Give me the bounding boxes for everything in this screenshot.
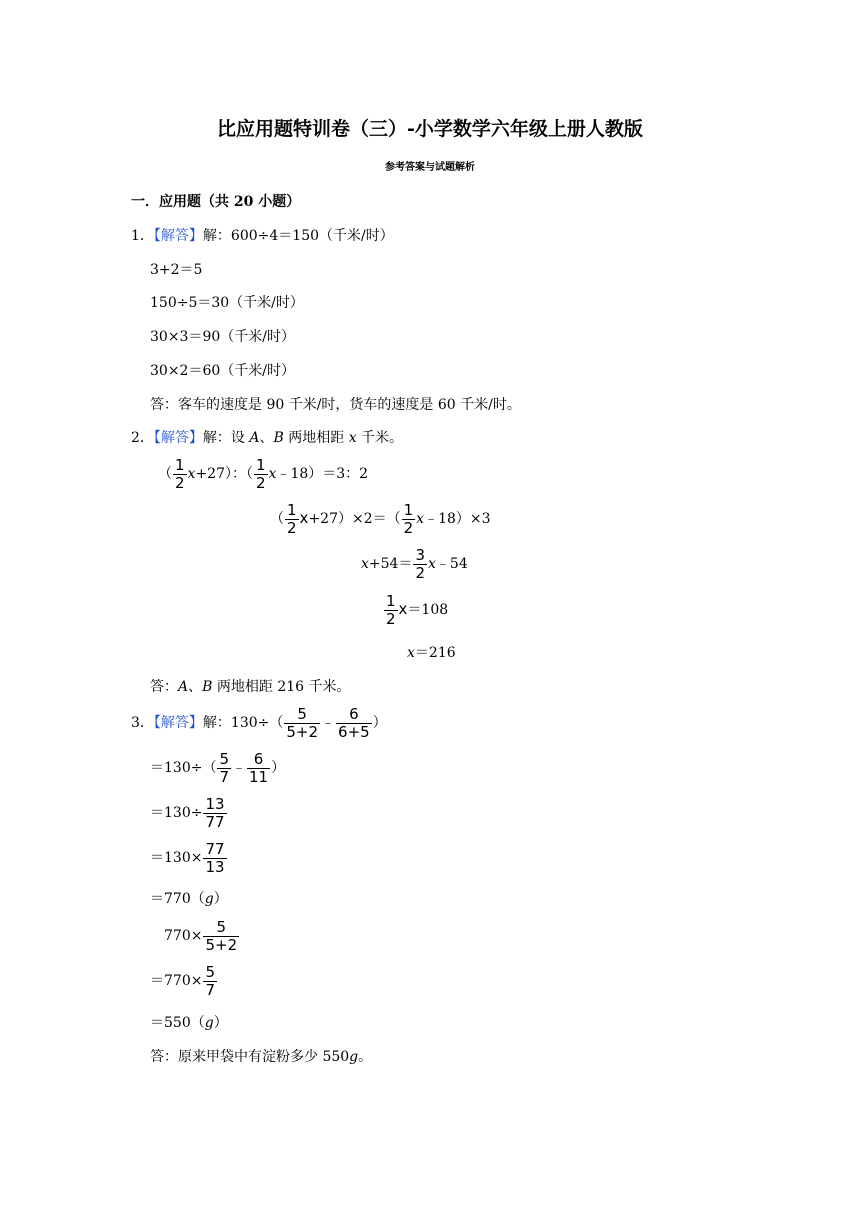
eq-text: ＝770× <box>150 973 203 989</box>
q1-step-4: 30×2＝60（千米/时） <box>150 363 295 379</box>
frac-den: 11 <box>249 767 269 786</box>
eq-var: x <box>187 466 196 482</box>
q1-number: 1． <box>131 228 154 244</box>
eq-var: x <box>416 511 425 527</box>
fraction <box>284 706 320 741</box>
eq-var: x <box>428 556 436 572</box>
frac-den: 6+5 <box>338 722 370 741</box>
q2-var-x: x <box>348 430 357 446</box>
q3-answer <box>150 1047 372 1067</box>
fraction <box>413 547 427 582</box>
frac-den: 2 <box>175 473 185 492</box>
frac-den: 2 <box>386 609 396 628</box>
q3-line-4 <box>150 840 228 876</box>
q1-step-1: 3+2＝5 <box>150 262 203 278</box>
frac-den: 2 <box>403 518 414 537</box>
eq-text: +27）：（ <box>195 466 253 482</box>
fraction <box>336 706 372 741</box>
eq-text: ） <box>213 891 228 907</box>
frac-num: 1 <box>287 500 297 519</box>
section-heading: 一．应用题（共 20 小题） <box>131 194 301 210</box>
eq-text: ﹣ <box>321 715 336 731</box>
answer-var: B <box>202 679 213 695</box>
eq-text: +27）×2＝（ <box>308 511 401 527</box>
fraction <box>203 919 239 954</box>
frac-num: 1 <box>403 500 414 519</box>
frac-num: 5 <box>216 917 227 936</box>
eq-text: （ <box>158 466 172 482</box>
page-subtitle: 参考答案与试题解析 <box>385 162 475 173</box>
q2-answer-tag: 【解答】 <box>153 430 203 446</box>
frac-den: 5+2 <box>286 722 319 741</box>
q2-intro-line <box>131 428 403 448</box>
q2-equation-2 <box>270 500 491 537</box>
answer-text: 答： <box>150 679 178 695</box>
q3-line-7 <box>150 963 218 999</box>
eq-var: x <box>407 645 415 661</box>
fraction <box>384 593 398 628</box>
q1-intro: 解：600÷4＝150（千米/时） <box>202 228 394 244</box>
frac-den: 13 <box>205 857 225 876</box>
page-title: 比应用题特训卷（三）-小学数学六年级上册人教版 <box>217 118 643 140</box>
frac-num: 77 <box>205 839 225 858</box>
frac-num: 5 <box>219 749 229 768</box>
q2-answer <box>150 677 351 697</box>
eq-text: ＝770（ <box>150 891 205 907</box>
eq-text: ＝130÷（ <box>150 760 217 776</box>
fraction <box>203 964 217 999</box>
frac-den: 5+2 <box>205 935 238 954</box>
q1-step-3: 30×3＝90（千米/时） <box>150 329 295 345</box>
q1-answer-tag: 【解答】 <box>153 228 203 244</box>
fraction <box>173 457 187 492</box>
eq-text: ＝130× <box>150 850 203 866</box>
q2-equation-1 <box>158 456 368 492</box>
q3-line-1 <box>131 705 387 741</box>
q2-intro-text: 解：设 <box>202 430 250 446</box>
unit: g <box>349 1049 359 1065</box>
answer-text: 两地相距 216 千米。 <box>212 679 351 695</box>
eq-text: ＝108 <box>407 602 449 618</box>
q2-number: 2． <box>131 430 154 446</box>
answer-text: 、 <box>188 679 203 695</box>
q2-intro-text: 两地相距 <box>283 430 349 446</box>
q3-answer-tag: 【解答】 <box>153 715 203 731</box>
eq-text: ﹣ <box>232 760 246 776</box>
frac-num: 1 <box>386 591 396 610</box>
frac-num: 5 <box>205 962 215 981</box>
answer-text: 。 <box>358 1049 373 1065</box>
frac-num: 13 <box>205 794 225 813</box>
q2-equation-5 <box>407 643 456 663</box>
eq-text: +54＝ <box>368 556 413 572</box>
answer-var: A <box>178 679 189 695</box>
eq-text: ＝130÷ <box>150 805 203 821</box>
unit: g <box>204 891 214 907</box>
q1-step-2: 150÷5＝30（千米/时） <box>150 295 304 311</box>
fraction <box>203 841 226 876</box>
frac-num: 1 <box>256 455 266 474</box>
frac-den: 7 <box>205 980 215 999</box>
fraction <box>217 751 231 786</box>
q2-var-b: B <box>273 430 284 446</box>
q2-equation-3 <box>361 546 468 582</box>
eq-var: x <box>299 509 309 527</box>
q2-intro-text: 千米。 <box>356 430 404 446</box>
frac-den: 2 <box>256 473 266 492</box>
eq-text: ＝550（ <box>150 1015 205 1031</box>
frac-num: 5 <box>297 704 307 723</box>
q1-intro-line <box>131 226 394 246</box>
q3-number: 3． <box>131 715 154 731</box>
unit: g <box>204 1015 214 1031</box>
frac-num: 6 <box>349 704 359 723</box>
q3-line-6 <box>164 918 240 954</box>
q3-line-5 <box>150 889 228 909</box>
eq-text: ） <box>213 1015 228 1031</box>
fraction <box>247 751 270 786</box>
q3-line-8 <box>150 1013 228 1033</box>
eq-var: x <box>398 600 408 618</box>
frac-den: 2 <box>415 563 425 582</box>
frac-num: 1 <box>175 455 185 474</box>
eq-text: ﹣18）＝3：2 <box>276 466 369 482</box>
eq-text: 770× <box>164 928 203 944</box>
frac-den: 2 <box>287 518 297 537</box>
eq-var: x <box>361 556 369 572</box>
fraction <box>402 502 416 537</box>
frac-num: 6 <box>253 749 264 768</box>
frac-den: 77 <box>205 812 225 831</box>
eq-text: ﹣18）×3 <box>424 511 491 527</box>
frac-num: 3 <box>415 545 425 564</box>
fraction <box>203 796 226 831</box>
eq-text: ＝216 <box>414 645 456 661</box>
q1-answer: 答：客车的速度是 90 千米/时，货车的速度是 60 千米/时。 <box>150 397 521 413</box>
fraction <box>254 457 268 492</box>
q3-line-3 <box>150 795 228 831</box>
frac-den: 7 <box>219 767 229 786</box>
q2-intro-text: 、 <box>259 430 274 446</box>
eq-text: 解：130÷（ <box>202 715 284 731</box>
q2-var-a: A <box>249 430 260 446</box>
eq-text: ﹣54 <box>435 556 468 572</box>
eq-text: ） <box>271 760 286 776</box>
eq-var: x <box>268 466 277 482</box>
q2-equation-4 <box>383 591 448 628</box>
fraction <box>285 502 299 537</box>
q3-line-2 <box>150 750 285 786</box>
eq-text: （ <box>270 511 284 527</box>
eq-text: ） <box>372 715 387 731</box>
answer-text: 答：原来甲袋中有淀粉多少 550 <box>150 1049 350 1065</box>
